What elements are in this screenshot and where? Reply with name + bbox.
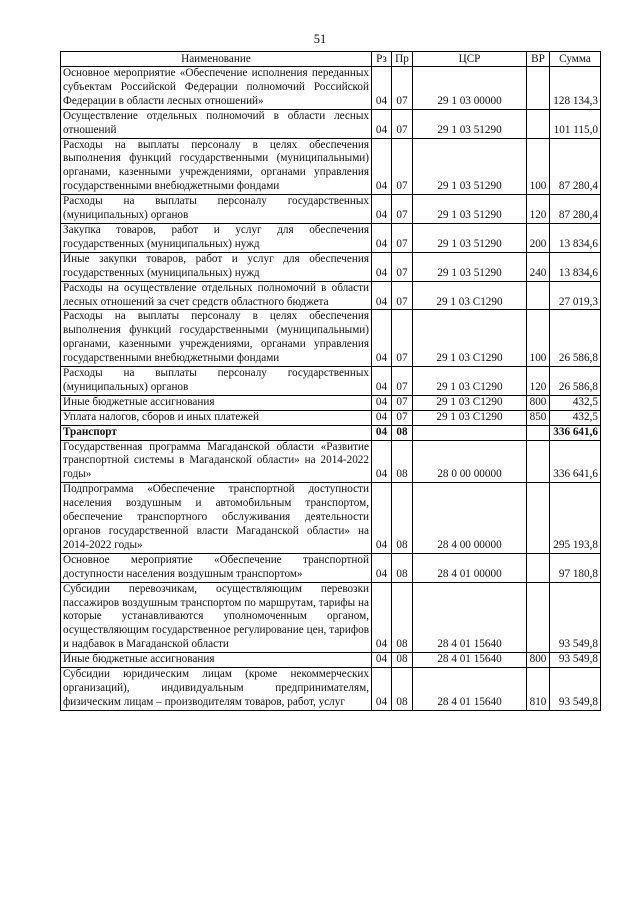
header-row: [61, 52, 601, 67]
row-pr-cell: 08: [392, 553, 413, 582]
row-sum-cell: 27 019,3: [550, 281, 601, 310]
row-csr-cell: 29 1 03 00000: [413, 67, 527, 110]
row-pr-cell: 08: [392, 653, 413, 668]
row-pr-cell: 07: [392, 252, 413, 281]
row-name-cell: Транспорт: [61, 425, 372, 440]
row-csr-cell: 28 4 01 15640: [413, 653, 527, 668]
row-vr-cell: [527, 483, 550, 554]
page-number: 51: [313, 32, 327, 46]
row-csr-cell: 28 4 01 15640: [413, 582, 527, 653]
row-rz-cell: 04: [372, 395, 392, 410]
table-row: [61, 395, 601, 410]
row-sum-cell: 87 280,4: [550, 195, 601, 224]
row-rz-cell: 04: [372, 67, 392, 110]
row-vr-cell: [527, 440, 550, 483]
row-csr-cell: 28 0 00 00000: [413, 440, 527, 483]
row-csr-cell: 29 1 03 51290: [413, 195, 527, 224]
row-vr-cell: [527, 67, 550, 110]
row-vr-cell: 810: [527, 668, 550, 711]
row-sum-cell: 93 549,8: [550, 668, 601, 711]
row-csr-cell: 29 1 03 51290: [413, 138, 527, 195]
header-vr: ВР: [527, 52, 550, 67]
table-row: [61, 67, 601, 110]
row-csr-cell: 28 4 00 00000: [413, 483, 527, 554]
row-name-cell: Основное мероприятие «Обеспечение транспортной доступности населения воздушным транспортом»: [61, 553, 372, 582]
row-vr-cell: 200: [527, 223, 550, 252]
row-sum-cell: 101 115,0: [550, 109, 601, 138]
row-name-cell: Государственная программа Магаданской области «Развитие транспортной системы в Магаданской области» на 2014-2022 годы»: [61, 440, 372, 483]
row-rz-cell: 04: [372, 367, 392, 396]
row-sum-cell: 93 549,8: [550, 582, 601, 653]
row-sum-cell: 26 586,8: [550, 310, 601, 367]
row-rz-cell: 04: [372, 582, 392, 653]
row-name-cell: Подпрограмма «Обеспечение транспортной доступности населения воздушным и автомобильным транспортом, обеспечение транспортного обслуживания деятельности органов государственной власти Магаданской области» на 2014-2022 годы»: [61, 483, 372, 554]
row-rz-cell: 04: [372, 281, 392, 310]
row-pr-cell: 07: [392, 195, 413, 224]
row-sum-cell: 432,5: [550, 395, 601, 410]
table-row: [61, 252, 601, 281]
row-pr-cell: 08: [392, 582, 413, 653]
budget-table: [60, 51, 601, 711]
header-csr: ЦСР: [413, 52, 527, 67]
row-csr-cell: 28 4 01 00000: [413, 553, 527, 582]
table-row: [61, 310, 601, 367]
row-sum-cell: 97 180,8: [550, 553, 601, 582]
row-name-cell: Иные закупки товаров, работ и услуг для обеспечения государственных (муниципальных) нужд: [61, 252, 372, 281]
table-row: [61, 483, 601, 554]
row-vr-cell: 100: [527, 138, 550, 195]
row-pr-cell: 07: [392, 67, 413, 110]
row-rz-cell: 04: [372, 109, 392, 138]
row-vr-cell: 240: [527, 252, 550, 281]
table-body: [61, 67, 601, 711]
row-rz-cell: 04: [372, 223, 392, 252]
row-csr-cell: 29 1 03 С1290: [413, 281, 527, 310]
row-pr-cell: 08: [392, 425, 413, 440]
table-row: [61, 281, 601, 310]
row-sum-cell: 432,5: [550, 410, 601, 425]
row-rz-cell: 04: [372, 425, 392, 440]
row-rz-cell: 04: [372, 653, 392, 668]
row-name-cell: Уплата налогов, сборов и иных платежей: [61, 410, 372, 425]
table-row: [61, 223, 601, 252]
row-csr-cell: 28 4 01 15640: [413, 668, 527, 711]
row-pr-cell: 07: [392, 109, 413, 138]
row-name-cell: Расходы на выплаты персоналу государственных (муниципальных) органов: [61, 195, 372, 224]
header-sum: Сумма: [550, 52, 601, 67]
table-row: [61, 425, 601, 440]
row-name-cell: Расходы на выплаты персоналу государственных (муниципальных) органов: [61, 367, 372, 396]
row-name-cell: Осуществление отдельных полномочий в области лесных отношений: [61, 109, 372, 138]
header-rz: Рз: [372, 52, 392, 67]
row-sum-cell: 93 549,8: [550, 653, 601, 668]
table-row: [61, 582, 601, 653]
row-sum-cell: 87 280,4: [550, 138, 601, 195]
row-rz-cell: 04: [372, 195, 392, 224]
table-row: [61, 653, 601, 668]
row-vr-cell: 800: [527, 395, 550, 410]
row-vr-cell: [527, 582, 550, 653]
row-rz-cell: 04: [372, 138, 392, 195]
row-pr-cell: 07: [392, 310, 413, 367]
row-vr-cell: 850: [527, 410, 550, 425]
row-vr-cell: [527, 109, 550, 138]
table-row: [61, 553, 601, 582]
header-name: Наименование: [61, 52, 372, 67]
table-row: [61, 668, 601, 711]
row-rz-cell: 04: [372, 440, 392, 483]
row-csr-cell: 29 1 03 51290: [413, 109, 527, 138]
row-name-cell: Иные бюджетные ассигнования: [61, 653, 372, 668]
row-vr-cell: [527, 281, 550, 310]
row-rz-cell: 04: [372, 410, 392, 425]
row-csr-cell: 29 1 03 С1290: [413, 310, 527, 367]
row-pr-cell: 08: [392, 440, 413, 483]
row-name-cell: Расходы на выплаты персоналу в целях обеспечения выполнения функций государственными (муниципальными) органами, казенными учреждениями, органами управления государственными внебюджетными фондами: [61, 310, 372, 367]
table-row: [61, 195, 601, 224]
row-rz-cell: 04: [372, 553, 392, 582]
table-row: [61, 367, 601, 396]
row-rz-cell: 04: [372, 668, 392, 711]
row-csr-cell: [413, 425, 527, 440]
row-pr-cell: 08: [392, 668, 413, 711]
row-pr-cell: 07: [392, 138, 413, 195]
row-name-cell: Расходы на осуществление отдельных полномочий в области лесных отношений за счет средств областного бюджета: [61, 281, 372, 310]
row-pr-cell: 07: [392, 410, 413, 425]
row-csr-cell: 29 1 03 С1290: [413, 410, 527, 425]
row-name-cell: Основное мероприятие «Обеспечение исполнения переданных субъектам Российской Федерации полномочий Российской Федерации в области лесных отношений»: [61, 67, 372, 110]
table-row: [61, 138, 601, 195]
row-vr-cell: 120: [527, 195, 550, 224]
row-sum-cell: 13 834,6: [550, 223, 601, 252]
table-row: [61, 440, 601, 483]
row-pr-cell: 07: [392, 395, 413, 410]
row-vr-cell: [527, 425, 550, 440]
row-sum-cell: 336 641,6: [550, 425, 601, 440]
row-vr-cell: 120: [527, 367, 550, 396]
row-rz-cell: 04: [372, 252, 392, 281]
row-vr-cell: 100: [527, 310, 550, 367]
row-csr-cell: 29 1 03 51290: [413, 252, 527, 281]
row-name-cell: Субсидии юридическим лицам (кроме некоммерческих организаций), индивидуальным предпринимателям, физическим лицам – производителям товаров, работ, услуг: [61, 668, 372, 711]
table-row: [61, 109, 601, 138]
row-csr-cell: 29 1 03 С1290: [413, 367, 527, 396]
header-pr: Пр: [392, 52, 413, 67]
row-rz-cell: 04: [372, 483, 392, 554]
row-name-cell: Закупка товаров, работ и услуг для обеспечения государственных (муниципальных) нужд: [61, 223, 372, 252]
table-row: [61, 410, 601, 425]
row-name-cell: Иные бюджетные ассигнования: [61, 395, 372, 410]
row-pr-cell: 07: [392, 281, 413, 310]
row-pr-cell: 08: [392, 483, 413, 554]
row-sum-cell: 336 641,6: [550, 440, 601, 483]
row-name-cell: Расходы на выплаты персоналу в целях обеспечения выполнения функций государственными (муниципальными) органами, казенными учреждениями, органами управления государственными внебюджетными фондами: [61, 138, 372, 195]
row-sum-cell: 128 134,3: [550, 67, 601, 110]
row-vr-cell: [527, 553, 550, 582]
row-sum-cell: 13 834,6: [550, 252, 601, 281]
row-csr-cell: 29 1 03 51290: [413, 223, 527, 252]
row-pr-cell: 07: [392, 223, 413, 252]
row-rz-cell: 04: [372, 310, 392, 367]
row-vr-cell: 800: [527, 653, 550, 668]
row-csr-cell: 29 1 03 С1290: [413, 395, 527, 410]
row-pr-cell: 07: [392, 367, 413, 396]
row-name-cell: Субсидии перевозчикам, осуществляющим перевозки пассажиров воздушным транспортом по маршрутам, тарифы на которые устанавливаются уполномоченным органом, осуществляющим государственное регулирование цен, тарифов и надбавок в Магаданской области: [61, 582, 372, 653]
row-sum-cell: 295 193,8: [550, 483, 601, 554]
row-sum-cell: 26 586,8: [550, 367, 601, 396]
